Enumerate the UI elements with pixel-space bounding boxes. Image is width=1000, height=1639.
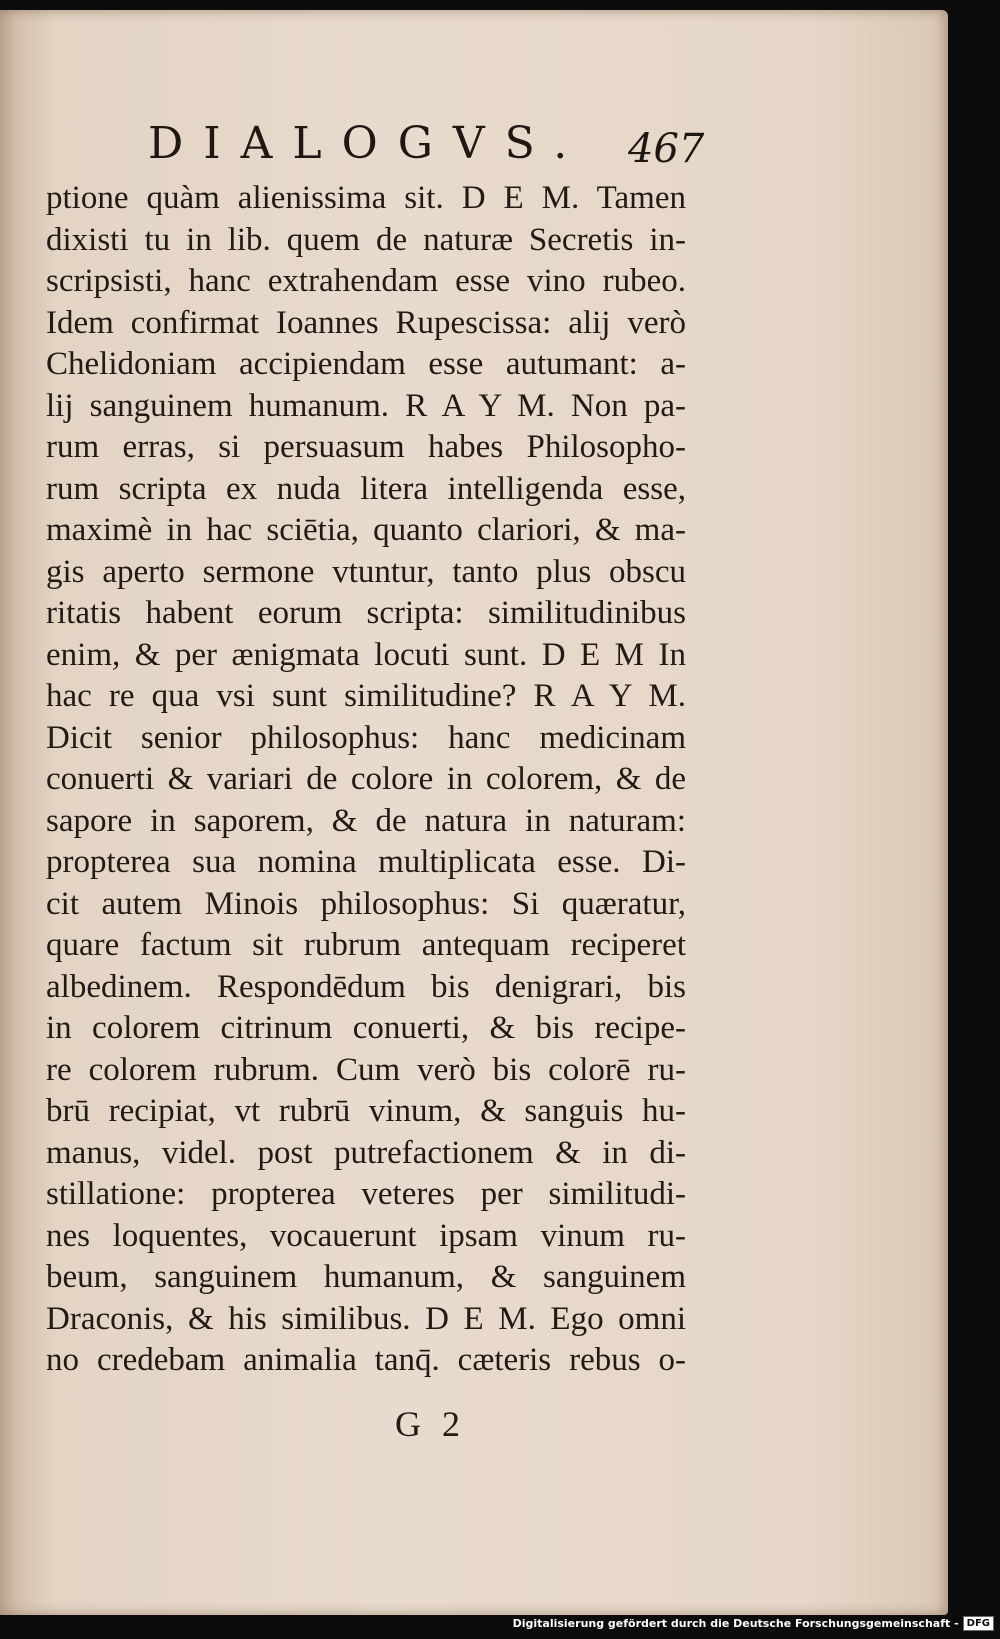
page-header — [140, 118, 705, 178]
text-line: stillatione: propterea veteres per similitudi- — [46, 1176, 686, 1212]
text-line: gis aperto sermone vtuntur, tanto plus obscu — [46, 553, 686, 590]
text-line: re colorem rubrum. Cum verò bis colorē ru- — [46, 1051, 686, 1088]
dfg-logo: DFG — [963, 1616, 994, 1631]
text-line: quare factum sit rubrum antequam reciperet — [46, 927, 686, 963]
text-line: sapore in saporem, & de natura in naturam: — [46, 802, 686, 839]
text-line: Draconis, & his similibus. D E M. Ego omni — [46, 1300, 686, 1337]
digitization-footer — [513, 1613, 994, 1633]
text-line: nes loquentes, vocauerunt ipsam vinum ru- — [46, 1217, 686, 1254]
signature-mark: G 2 — [395, 1404, 466, 1444]
body-text — [46, 178, 686, 1382]
text-line: albedinem. Respondēdum bis denigrari, bis — [46, 968, 686, 1005]
text-line: dixisti tu in lib. quem de naturæ Secretis in- — [46, 221, 686, 258]
text-line: conuerti & variari de colore in colorem, & de — [46, 761, 686, 797]
text-line: Idem confirmat Ioannes Rupescissa: alij verò — [46, 304, 686, 341]
text-line: rum erras, si persuasum habes Philosopho- — [46, 429, 686, 465]
text-line: beum, sanguinem humanum, & sanguinem — [46, 1259, 686, 1295]
page-number: 467 — [628, 126, 705, 172]
text-line: brū recipiat, vt rubrū vinum, & sanguis hu- — [46, 1093, 686, 1129]
text-line: enim, & per ænigmata locuti sunt. D E M In — [46, 636, 686, 673]
funding-credit: Digitalisierung gefördert durch die Deutsche Forschungsgemeinschaft - — [512, 1616, 959, 1630]
book-page — [0, 10, 948, 1615]
text-line: lij sanguinem humanum. R A Y M. Non pa- — [46, 387, 686, 424]
text-line: in colorem citrinum conuerti, & bis recipe- — [46, 1010, 686, 1046]
text-line: maximè in hac sciētia, quanto clariori, & ma- — [46, 512, 686, 548]
text-line: propterea sua nomina multiplicata esse. Di- — [46, 844, 686, 880]
text-line: ptione quàm alienissima sit. D E M. Tamen — [46, 180, 686, 216]
text-line: no credebam animalia tanq̄. cæteris rebus o- — [46, 1342, 686, 1378]
text-line: cit autem Minois philosophus: Si quæratur, — [46, 885, 686, 922]
text-line: manus, videl. post putrefactionem & in di- — [46, 1134, 686, 1171]
text-line: Dicit senior philosophus: hanc medicinam — [46, 719, 686, 756]
text-line: Chelidoniam accipiendam esse autumant: a- — [46, 346, 686, 382]
running-title: DIALOGVS. — [148, 118, 588, 169]
text-line: rum scripta ex nuda litera intelligenda esse, — [46, 470, 686, 507]
text-line: ritatis habent eorum scripta: similitudinibus — [46, 595, 686, 631]
text-line: hac re qua vsi sunt similitudine? R A Y M. — [46, 678, 686, 714]
text-line: scripsisti, hanc extrahendam esse vino rubeo. — [46, 263, 686, 299]
